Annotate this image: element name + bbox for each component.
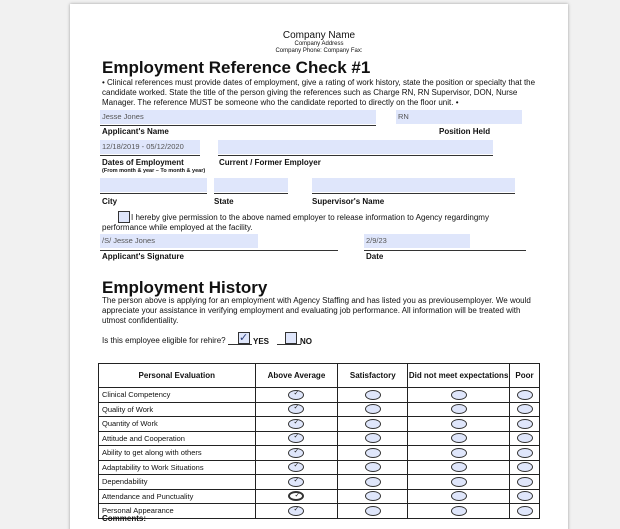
rating-cell	[338, 431, 408, 446]
rating-cell	[255, 431, 338, 446]
rating-cell	[338, 489, 408, 504]
rating-cell	[408, 431, 510, 446]
rating-cell	[510, 489, 540, 504]
city-field[interactable]	[100, 178, 207, 192]
company-name: Company Name	[282, 30, 356, 41]
evaluation-criterion: Quality of Work	[99, 402, 256, 417]
date-underline	[364, 250, 526, 251]
evaluation-criterion: Adaptability to Work Situations	[99, 460, 256, 475]
rating-cell	[255, 475, 338, 490]
position-held-label: Position Held	[439, 127, 491, 136]
rating-radio[interactable]	[365, 419, 381, 429]
rating-radio[interactable]	[517, 419, 533, 429]
table-row	[99, 460, 540, 475]
rating-cell	[408, 417, 510, 432]
applicant-signature-label: Applicant's Signature	[102, 252, 184, 261]
rating-cell	[338, 446, 408, 461]
rating-radio[interactable]	[451, 491, 467, 501]
dates-label: Dates of Employment	[102, 158, 184, 167]
employer-underline	[218, 155, 493, 156]
state-field[interactable]	[214, 178, 288, 192]
rating-radio[interactable]	[365, 448, 381, 458]
rating-cell	[255, 402, 338, 417]
employment-history-title: Employment History	[102, 278, 268, 297]
page-title: Employment Reference Check #1	[102, 58, 371, 77]
rating-cell	[510, 431, 540, 446]
rating-radio[interactable]	[517, 433, 533, 443]
rating-radio[interactable]	[288, 419, 304, 429]
applicant-signature-field[interactable]: /S/ Jesse Jones	[100, 234, 258, 248]
city-label: City	[102, 197, 118, 206]
rating-radio[interactable]	[365, 477, 381, 487]
rating-radio[interactable]	[365, 390, 381, 400]
rating-cell	[510, 446, 540, 461]
permission-text-line2: performance while employed at the facility.	[102, 223, 253, 232]
rehire-yes-label: YES	[253, 337, 270, 346]
rating-cell	[255, 460, 338, 475]
rating-radio[interactable]	[288, 477, 304, 487]
table-row	[99, 417, 540, 432]
permission-checkbox[interactable]	[118, 211, 130, 223]
employment-history-intro: The person above is applying for an employment with Agency Staffing and has listed you as previousemployer. We would appreciate your assistance in verifying employment and evaluating job performance. All information will be treated with utmost confidentiality.	[102, 296, 531, 325]
evaluation-header-row	[99, 364, 540, 388]
table-row	[99, 388, 540, 403]
rating-radio[interactable]	[288, 390, 304, 400]
rating-radio[interactable]	[517, 491, 533, 501]
rating-cell	[408, 460, 510, 475]
rating-cell	[255, 504, 338, 519]
applicant-name-field[interactable]: Jesse Jones	[100, 110, 376, 124]
table-row	[99, 446, 540, 461]
rating-cell	[255, 446, 338, 461]
evaluation-criterion: Personal Appearance	[99, 504, 256, 519]
supervisor-name-label: Supervisor's Name	[312, 197, 385, 206]
state-label: State	[214, 197, 234, 206]
rating-radio[interactable]	[517, 390, 533, 400]
date-field[interactable]: 2/9/23	[364, 234, 470, 248]
rating-radio[interactable]	[517, 462, 533, 472]
rating-cell	[255, 388, 338, 403]
table-row	[99, 402, 540, 417]
applicant-name-underline	[100, 125, 376, 126]
applicant-name-label: Applicant's Name	[102, 127, 169, 136]
header-satisfactory: Satisfactory	[338, 364, 408, 388]
evaluation-criterion: Quantity of Work	[99, 417, 256, 432]
table-row	[99, 504, 540, 519]
rating-radio[interactable]	[365, 506, 381, 516]
rating-radio[interactable]	[451, 433, 467, 443]
company-phone-fax: Company Phone: Company Fax:	[275, 48, 363, 54]
rating-cell	[510, 504, 540, 519]
document-page	[70, 4, 568, 529]
supervisor-underline	[312, 193, 515, 194]
rehire-yes-checkbox[interactable]	[238, 332, 250, 344]
rating-radio[interactable]	[451, 448, 467, 458]
header-poor: Poor	[510, 364, 540, 388]
rating-cell	[408, 475, 510, 490]
rating-cell	[510, 402, 540, 417]
rating-radio[interactable]	[451, 506, 467, 516]
evaluation-criterion: Attitude and Cooperation	[99, 431, 256, 446]
rating-radio[interactable]	[365, 433, 381, 443]
rehire-no-checkbox[interactable]	[285, 332, 297, 344]
rating-radio[interactable]	[365, 491, 381, 501]
signature-underline	[100, 250, 338, 251]
supervisor-name-field[interactable]	[312, 178, 515, 192]
header-did-not-meet: Did not meet expectations	[408, 364, 510, 388]
yes-underline	[228, 344, 252, 345]
rating-radio[interactable]	[517, 404, 533, 414]
evaluation-criterion: Dependability	[99, 475, 256, 490]
reference-instructions: • Clinical references must provide dates of employment, give a rating of work history, state the position or specialty that the candidate worked. State the title of the person giving the references such as Charge RN, RN Supervisor, DON, Nurse Manager. The reference MUST be someone who the candidate reported to directly on the floor unit. •	[102, 78, 536, 107]
rating-radio[interactable]	[517, 506, 533, 516]
rating-cell	[338, 475, 408, 490]
city-underline	[100, 193, 207, 194]
rating-cell	[408, 489, 510, 504]
rating-cell	[408, 402, 510, 417]
rating-cell	[338, 460, 408, 475]
rating-radio[interactable]	[451, 404, 467, 414]
rating-radio[interactable]	[451, 390, 467, 400]
checkmark-icon: ✓	[239, 332, 249, 344]
evaluation-criterion: Attendance and Punctuality	[99, 489, 256, 504]
rating-radio[interactable]	[517, 448, 533, 458]
rating-radio[interactable]	[288, 448, 304, 458]
evaluation-criterion: Ability to get along with others	[99, 446, 256, 461]
rating-cell	[510, 388, 540, 403]
rating-radio[interactable]	[288, 462, 304, 472]
rating-cell	[510, 475, 540, 490]
table-row	[99, 489, 540, 504]
rating-cell	[408, 388, 510, 403]
rehire-no-label: NO	[300, 337, 312, 346]
rating-cell	[338, 417, 408, 432]
rating-cell	[510, 417, 540, 432]
rating-radio[interactable]	[288, 506, 304, 516]
evaluation-body	[99, 388, 540, 519]
rating-cell	[255, 417, 338, 432]
evaluation-table	[98, 363, 540, 519]
rating-radio[interactable]	[451, 462, 467, 472]
employer-label: Current / Former Employer	[219, 158, 321, 167]
rating-radio[interactable]	[288, 404, 304, 414]
header-personal-evaluation: Personal Evaluation	[99, 364, 256, 388]
rating-cell	[338, 504, 408, 519]
state-underline	[214, 193, 288, 194]
table-row	[99, 431, 540, 446]
rehire-question: Is this employee eligible for rehire?	[102, 336, 226, 345]
evaluation-criterion: Clinical Competency	[99, 388, 256, 403]
rating-cell	[408, 504, 510, 519]
position-held-field[interactable]: RN	[396, 110, 522, 124]
rating-radio[interactable]	[365, 462, 381, 472]
permission-text-line1: I hereby give permission to the above named employer to release information to Agency regardingmy	[131, 213, 489, 222]
rating-cell	[338, 402, 408, 417]
comments-label: Comments:	[102, 514, 147, 523]
dates-hint: (From month & year – To month & year)	[102, 168, 206, 174]
header-above-average: Above Average	[255, 364, 338, 388]
dates-of-employment-field[interactable]: 12/18/2019 - 05/12/2020	[100, 140, 200, 154]
no-underline	[277, 344, 301, 345]
rating-radio[interactable]	[288, 491, 304, 501]
rating-radio[interactable]	[517, 477, 533, 487]
employer-field[interactable]	[218, 140, 493, 154]
rating-cell	[510, 460, 540, 475]
table-row	[99, 475, 540, 490]
rating-cell	[255, 489, 338, 504]
date-label: Date	[366, 252, 384, 261]
rating-radio[interactable]	[288, 433, 304, 443]
dates-underline	[100, 155, 200, 156]
rating-cell	[408, 446, 510, 461]
rating-radio[interactable]	[365, 404, 381, 414]
rating-radio[interactable]	[451, 419, 467, 429]
company-address: Company Address	[294, 41, 344, 47]
rating-cell	[338, 388, 408, 403]
rating-radio[interactable]	[451, 477, 467, 487]
